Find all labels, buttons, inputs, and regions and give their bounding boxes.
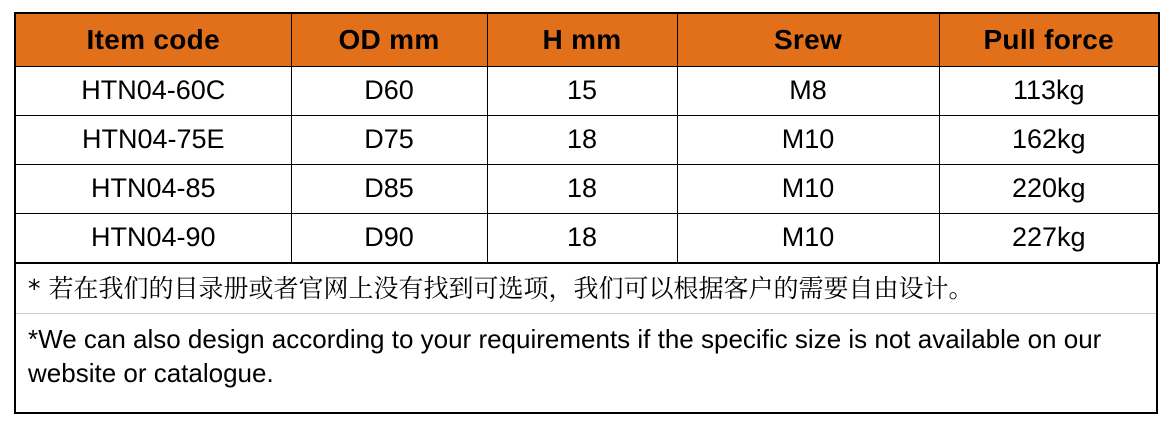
table-body [15,67,1159,264]
cell-pull-force: 113kg [939,67,1159,116]
cell-srew: M10 [677,165,939,214]
note-text-english: *We can also design according to your requirements if the specific size is not available on our website or catalogue. [28,324,1102,389]
table-header-row [15,13,1159,67]
cell-srew: M10 [677,116,939,165]
column-header-pull-force: Pull force [939,13,1159,67]
note-text-chinese: * 若在我们的目录册或者官网上没有找到可选项，我们可以根据客户的需要自由设计。 [28,274,974,303]
cell-srew: M10 [677,214,939,264]
cell-pull-force: 227kg [939,214,1159,264]
cell-od-mm: D90 [291,214,487,264]
table-row [15,116,1159,165]
cell-item-code: HTN04-60C [15,67,291,116]
cell-h-mm: 18 [487,214,677,264]
note-row-english [16,314,1156,412]
cell-pull-force: 220kg [939,165,1159,214]
specification-table [14,12,1160,264]
cell-h-mm: 18 [487,116,677,165]
note-row-chinese [16,264,1156,314]
table-row [15,214,1159,264]
cell-od-mm: D85 [291,165,487,214]
column-header-h-mm: H mm [487,13,677,67]
table-row [15,67,1159,116]
cell-h-mm: 15 [487,67,677,116]
column-header-od-mm: OD mm [291,13,487,67]
cell-item-code: HTN04-90 [15,214,291,264]
cell-od-mm: D75 [291,116,487,165]
notes-section [14,264,1158,414]
cell-pull-force: 162kg [939,116,1159,165]
cell-od-mm: D60 [291,67,487,116]
column-header-item-code: Item code [15,13,291,67]
column-header-srew: Srew [677,13,939,67]
table-header [15,13,1159,67]
cell-item-code: HTN04-85 [15,165,291,214]
table-row [15,165,1159,214]
cell-item-code: HTN04-75E [15,116,291,165]
cell-h-mm: 18 [487,165,677,214]
cell-srew: M8 [677,67,939,116]
